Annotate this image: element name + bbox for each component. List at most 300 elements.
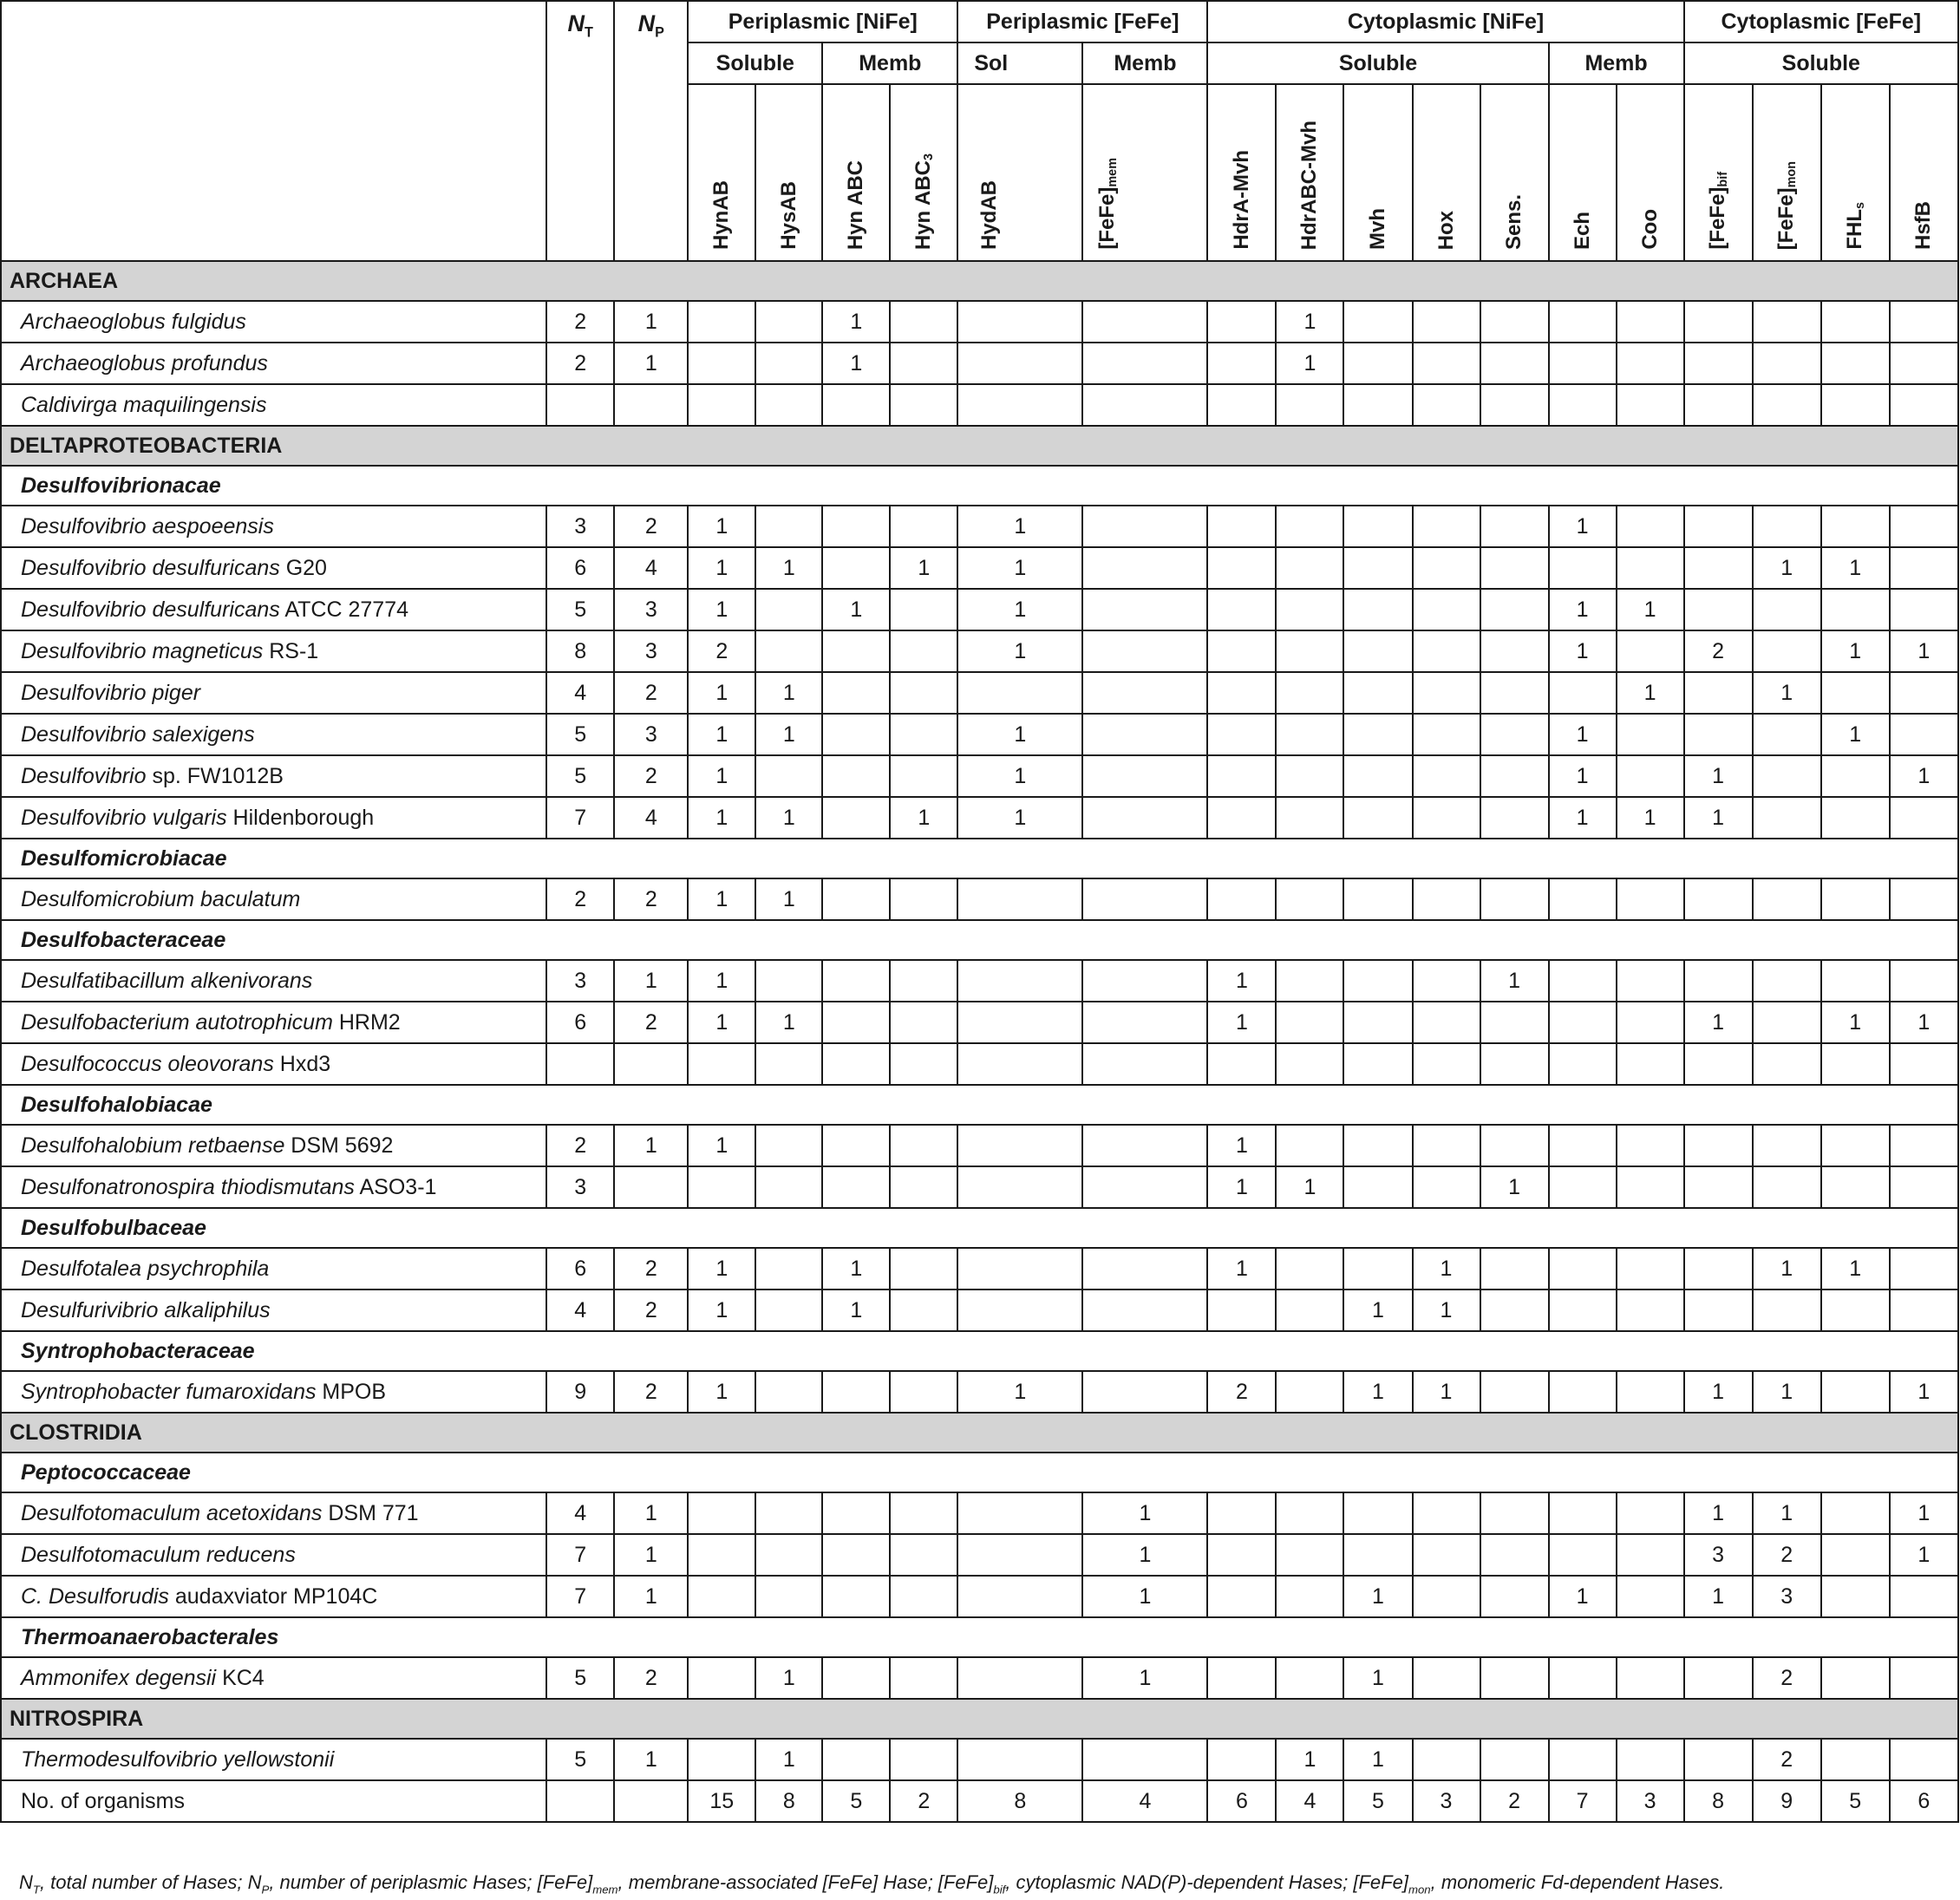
species-name: Syntrophobacter fumaroxidans <box>21 1379 317 1404</box>
table-cell <box>1480 384 1549 426</box>
table-row <box>1 755 1958 797</box>
table-cell <box>1276 1248 1343 1290</box>
table-cell: 1 <box>688 1371 755 1413</box>
table-cell <box>755 1166 822 1208</box>
table-cell: 1 <box>1617 589 1684 630</box>
totals-cell: 5 <box>822 1780 890 1822</box>
table-cell <box>890 755 957 797</box>
table-cell <box>1343 1492 1412 1534</box>
table-cell <box>755 301 822 343</box>
table-cell <box>1617 1739 1684 1780</box>
table-cell <box>1343 1125 1412 1166</box>
table-cell <box>1207 630 1276 672</box>
table-cell <box>1821 1657 1890 1699</box>
col-fefe-bif <box>1684 84 1753 261</box>
table-cell <box>1207 1290 1276 1331</box>
table-cell <box>1276 589 1343 630</box>
table-cell: 3 <box>614 714 688 755</box>
table-cell <box>1276 1002 1343 1043</box>
table-cell <box>688 1492 755 1534</box>
footnote-n: N <box>19 1871 33 1893</box>
table-cell <box>1890 547 1958 589</box>
table-cell <box>1617 714 1684 755</box>
table-cell <box>1684 960 1753 1002</box>
table-cell: 5 <box>546 1657 614 1699</box>
table-cell <box>957 1002 1082 1043</box>
table-cell <box>1343 589 1412 630</box>
table-cell <box>1890 1166 1958 1208</box>
strain-name: Hildenborough <box>226 805 375 830</box>
footnote-text-2: , number of periplasmic Hases; [FeFe] <box>269 1871 593 1893</box>
species-name: Desulfovibrio desulfuricans <box>21 555 280 580</box>
table-cell <box>1617 1534 1684 1576</box>
table-cell <box>1753 384 1821 426</box>
table-cell <box>822 384 890 426</box>
table-cell <box>1082 343 1207 384</box>
table-row <box>1 1576 1958 1617</box>
table-cell <box>1082 1043 1207 1085</box>
table-cell <box>1276 1492 1343 1534</box>
table-cell <box>1480 755 1549 797</box>
table-cell <box>1617 878 1684 920</box>
table-cell <box>890 1043 957 1085</box>
totals-cell: 5 <box>1821 1780 1890 1822</box>
table-row <box>1 1534 1958 1576</box>
footnote-n-sub: T <box>32 1883 40 1897</box>
totals-cell: 7 <box>1549 1780 1617 1822</box>
col-hynabc3-sub: 3 <box>922 153 937 160</box>
table-cell <box>1082 630 1207 672</box>
totals-cell: 4 <box>1082 1780 1207 1822</box>
table-cell <box>1890 1576 1958 1617</box>
table-cell <box>957 1290 1082 1331</box>
strain-name: ASO3-1 <box>354 1174 437 1199</box>
col-fhls-text: FHL <box>1843 209 1867 250</box>
strain-name: MPOB <box>316 1379 387 1404</box>
table-cell <box>1480 630 1549 672</box>
table-cell <box>1276 714 1343 755</box>
col-fefe-mon-text: [FeFe] <box>1774 187 1799 250</box>
species-name: Desulfonatronospira thiodismutans <box>21 1174 355 1199</box>
table-cell <box>1549 1492 1617 1534</box>
table-cell <box>1890 1657 1958 1699</box>
table-cell: 2 <box>546 301 614 343</box>
table-cell <box>1821 672 1890 714</box>
table-cell <box>1684 547 1753 589</box>
table-cell <box>1617 630 1684 672</box>
table-row <box>1 343 1958 384</box>
table-cell: 1 <box>957 755 1082 797</box>
species-name: Caldivirga maquilingensis <box>21 392 267 417</box>
footnote-text-4: , cytoplasmic NAD(P)-dependent Hases; [FeFe] <box>1005 1871 1408 1893</box>
col-hynab-label: HynAB <box>709 180 734 250</box>
table-cell <box>1617 1576 1684 1617</box>
col-hdra-mvh <box>1207 84 1276 261</box>
table-cell <box>1480 1290 1549 1331</box>
table-cell <box>1753 301 1821 343</box>
species-name: Desulfotalea psychrophila <box>21 1256 270 1281</box>
table-cell <box>1617 1043 1684 1085</box>
table-cell <box>1753 589 1821 630</box>
table-cell: 1 <box>1890 1002 1958 1043</box>
organism-name <box>1 589 546 630</box>
table-cell <box>822 1043 890 1085</box>
table-cell: 3 <box>546 960 614 1002</box>
table-cell <box>1276 1290 1343 1331</box>
table-cell <box>1276 1657 1343 1699</box>
totals-cell: 9 <box>1753 1780 1821 1822</box>
table-cell <box>1617 1125 1684 1166</box>
table-cell <box>755 506 822 547</box>
table-cell <box>1684 506 1753 547</box>
table-cell <box>1753 960 1821 1002</box>
col-mvh-label: Mvh <box>1365 208 1389 250</box>
family-label: Desulfohalobiacae <box>1 1085 1958 1125</box>
strain-name: DSM 771 <box>322 1500 419 1525</box>
header-sub-periplasmic-nife-soluble: Soluble <box>688 42 822 84</box>
table-cell <box>957 1166 1082 1208</box>
table-cell: 1 <box>614 1534 688 1576</box>
header-group-cytoplasmic-nife: Cytoplasmic [NiFe] <box>1207 1 1683 42</box>
organism-name <box>1 878 546 920</box>
table-cell <box>755 960 822 1002</box>
table-cell <box>1890 714 1958 755</box>
table-cell <box>1549 384 1617 426</box>
table-cell <box>957 1576 1082 1617</box>
table-cell: 1 <box>957 714 1082 755</box>
col-fefe-mem-label <box>1095 158 1120 250</box>
table-cell <box>1480 506 1549 547</box>
table-cell <box>1684 1657 1753 1699</box>
table-cell: 3 <box>546 506 614 547</box>
table-cell <box>1343 1248 1412 1290</box>
organism-name <box>1 630 546 672</box>
table-cell <box>1890 1125 1958 1166</box>
table-cell: 1 <box>1276 1739 1343 1780</box>
col-fefe-mon-label <box>1774 161 1799 250</box>
family-header-row <box>1 1085 1958 1125</box>
table-row <box>1 506 1958 547</box>
table-cell: 1 <box>1549 797 1617 839</box>
table-cell: 1 <box>614 1576 688 1617</box>
table-cell <box>1082 384 1207 426</box>
table-cell <box>1480 589 1549 630</box>
table-cell <box>1617 755 1684 797</box>
table-cell: 1 <box>688 714 755 755</box>
table-cell <box>957 878 1082 920</box>
table-cell <box>1276 1534 1343 1576</box>
table-cell: 1 <box>1753 1248 1821 1290</box>
table-cell <box>1343 878 1412 920</box>
table-cell <box>1821 1492 1890 1534</box>
table-cell <box>755 1576 822 1617</box>
table-cell <box>890 1576 957 1617</box>
table-cell: 2 <box>1753 1657 1821 1699</box>
species-name: Desulfovibrio <box>21 763 147 788</box>
organism-name <box>1 1492 546 1534</box>
table-cell <box>1207 797 1276 839</box>
table-cell <box>1549 1371 1617 1413</box>
col-sens <box>1480 84 1549 261</box>
strain-name: RS-1 <box>263 638 319 663</box>
organism-name <box>1 547 546 589</box>
table-cell: 1 <box>1343 1371 1412 1413</box>
organism-name <box>1 506 546 547</box>
table-cell: 6 <box>546 1248 614 1290</box>
table-cell <box>1413 630 1480 672</box>
table-cell <box>957 1248 1082 1290</box>
col-hysab-label: HysAB <box>776 181 800 250</box>
table-cell: 1 <box>822 589 890 630</box>
table-cell <box>1082 755 1207 797</box>
footnote-np-sub: P <box>261 1883 270 1897</box>
table-cell <box>1207 1492 1276 1534</box>
table-cell <box>1549 1290 1617 1331</box>
table-cell: 1 <box>1890 755 1958 797</box>
table-cell: 1 <box>957 797 1082 839</box>
table-cell <box>1684 714 1753 755</box>
table-cell: 2 <box>614 1248 688 1290</box>
col-hydab-label: HydAB <box>977 180 1002 250</box>
table-row <box>1 714 1958 755</box>
table-cell: 5 <box>546 1739 614 1780</box>
table-cell <box>688 343 755 384</box>
table-cell: 3 <box>1684 1534 1753 1576</box>
table-cell: 5 <box>546 714 614 755</box>
table-cell <box>1480 1657 1549 1699</box>
table-cell <box>822 630 890 672</box>
table-cell <box>755 343 822 384</box>
organism-name <box>1 1534 546 1576</box>
species-name: Desulfotomaculum reducens <box>21 1542 296 1567</box>
table-cell: 1 <box>1343 1657 1412 1699</box>
family-label: Desulfobacteraceae <box>1 920 1958 960</box>
table-cell <box>1821 1043 1890 1085</box>
organism-name <box>1 1657 546 1699</box>
species-name: Desulfobacterium autotrophicum <box>21 1009 333 1035</box>
footnote-text-3: , membrane-associated [FeFe] Hase; [FeFe] <box>617 1871 994 1893</box>
table-cell <box>1082 1371 1207 1413</box>
organism-name <box>1 1290 546 1331</box>
group-header-row <box>1 1413 1958 1453</box>
table-cell: 1 <box>1617 672 1684 714</box>
table-cell <box>1890 343 1958 384</box>
n-total-subscript: T <box>585 24 593 41</box>
group-label: DELTAPROTEOBACTERIA <box>1 426 1958 466</box>
col-ech-label: Ech <box>1570 211 1594 250</box>
organism-name <box>1 714 546 755</box>
table-cell <box>890 1492 957 1534</box>
table-cell <box>1276 630 1343 672</box>
header-corner <box>1 1 546 261</box>
table-cell <box>822 1492 890 1534</box>
table-cell <box>1343 1166 1412 1208</box>
table-cell <box>1082 672 1207 714</box>
col-fefe-mem-sub: mem <box>1106 158 1120 187</box>
footnote-mem-sub: mem <box>592 1883 618 1897</box>
table-cell <box>755 1371 822 1413</box>
table-cell <box>1413 506 1480 547</box>
table-cell <box>822 1002 890 1043</box>
table-cell <box>1413 1576 1480 1617</box>
table-cell: 1 <box>1890 1492 1958 1534</box>
totals-cell: 3 <box>1413 1780 1480 1822</box>
table-cell <box>1207 714 1276 755</box>
table-cell <box>890 714 957 755</box>
table-cell <box>1343 755 1412 797</box>
table-cell <box>1343 384 1412 426</box>
table-cell <box>688 1166 755 1208</box>
table-cell <box>1413 589 1480 630</box>
table-row <box>1 630 1958 672</box>
totals-cell <box>614 1780 688 1822</box>
table-cell <box>1821 1576 1890 1617</box>
table-cell <box>1617 1166 1684 1208</box>
table-cell <box>1207 547 1276 589</box>
table-cell: 1 <box>688 547 755 589</box>
table-cell <box>1413 1492 1480 1534</box>
table-cell <box>822 547 890 589</box>
totals-label: No. of organisms <box>1 1780 546 1822</box>
table-cell <box>1549 960 1617 1002</box>
table-cell <box>1753 506 1821 547</box>
table-cell <box>1617 506 1684 547</box>
table-cell: 1 <box>1549 1576 1617 1617</box>
table-cell <box>1480 1739 1549 1780</box>
table-cell: 2 <box>546 878 614 920</box>
col-hysab <box>755 84 822 261</box>
strain-name: HRM2 <box>332 1009 401 1035</box>
table-cell <box>755 630 822 672</box>
table-cell: 1 <box>755 1739 822 1780</box>
species-name: Desulfovibrio aespoeensis <box>21 513 274 539</box>
table-cell <box>1480 672 1549 714</box>
totals-cell: 2 <box>1480 1780 1549 1822</box>
table-cell <box>1207 301 1276 343</box>
footnote-mon-sub: mon <box>1408 1883 1431 1897</box>
table-cell: 1 <box>1343 1576 1412 1617</box>
table-cell <box>1276 1371 1343 1413</box>
table-cell <box>1753 1166 1821 1208</box>
table-cell: 1 <box>1480 960 1549 1002</box>
table-cell: 1 <box>1207 960 1276 1002</box>
strain-name: G20 <box>279 555 327 580</box>
table-cell <box>957 1739 1082 1780</box>
table-cell: 2 <box>614 755 688 797</box>
table-cell <box>1821 878 1890 920</box>
strain-name: Hxd3 <box>273 1051 331 1076</box>
table-cell <box>1549 672 1617 714</box>
table-cell <box>822 506 890 547</box>
table-cell <box>1413 1125 1480 1166</box>
table-cell: 1 <box>1753 1371 1821 1413</box>
table-cell: 1 <box>688 1002 755 1043</box>
table-cell <box>1082 797 1207 839</box>
table-cell <box>1082 589 1207 630</box>
table-cell <box>1684 878 1753 920</box>
table-cell: 1 <box>1753 547 1821 589</box>
header-group-periplasmic-fefe: Periplasmic [FeFe] <box>957 1 1207 42</box>
table-cell <box>755 1534 822 1576</box>
table-cell <box>1549 1166 1617 1208</box>
table-cell: 2 <box>546 343 614 384</box>
table-cell <box>1480 1043 1549 1085</box>
totals-cell: 6 <box>1207 1780 1276 1822</box>
table-cell <box>1082 1166 1207 1208</box>
table-cell <box>1207 672 1276 714</box>
table-cell: 1 <box>890 547 957 589</box>
table-cell <box>1753 714 1821 755</box>
table-cell: 1 <box>1413 1290 1480 1331</box>
col-ech <box>1549 84 1617 261</box>
totals-cell: 8 <box>755 1780 822 1822</box>
table-cell: 2 <box>1207 1371 1276 1413</box>
table-cell <box>1684 1248 1753 1290</box>
table-cell: 6 <box>546 547 614 589</box>
table-cell <box>1549 1043 1617 1085</box>
table-row <box>1 1371 1958 1413</box>
table-cell: 4 <box>614 797 688 839</box>
table-cell <box>688 1576 755 1617</box>
table-cell <box>1549 301 1617 343</box>
table-cell <box>1082 1290 1207 1331</box>
group-label: NITROSPIRA <box>1 1699 1958 1739</box>
table-cell: 1 <box>822 1248 890 1290</box>
totals-cell <box>546 1780 614 1822</box>
family-header-row <box>1 466 1958 506</box>
table-cell: 1 <box>957 589 1082 630</box>
table-cell <box>1821 384 1890 426</box>
group-header-row <box>1 426 1958 466</box>
table-cell: 1 <box>1753 672 1821 714</box>
table-cell: 1 <box>755 672 822 714</box>
table-cell <box>1684 1739 1753 1780</box>
col-hsfb <box>1890 84 1958 261</box>
table-cell <box>957 384 1082 426</box>
table-cell: 1 <box>1890 630 1958 672</box>
species-name: Desulfomicrobium baculatum <box>21 886 301 911</box>
table-cell: 9 <box>546 1371 614 1413</box>
table-cell <box>1821 1371 1890 1413</box>
organism-name <box>1 1248 546 1290</box>
table-cell: 3 <box>614 630 688 672</box>
table-cell <box>822 1166 890 1208</box>
table-row <box>1 1125 1958 1166</box>
table-cell: 2 <box>1684 630 1753 672</box>
table-cell <box>1821 589 1890 630</box>
table-cell: 1 <box>688 506 755 547</box>
table-cell <box>1821 1125 1890 1166</box>
table-cell: 1 <box>957 630 1082 672</box>
table-cell <box>1413 672 1480 714</box>
table-cell: 4 <box>546 1290 614 1331</box>
table-cell: 1 <box>1684 1371 1753 1413</box>
table-row <box>1 797 1958 839</box>
table-cell <box>1082 506 1207 547</box>
table-cell <box>1821 960 1890 1002</box>
table-cell <box>1549 878 1617 920</box>
table-cell <box>890 630 957 672</box>
table-cell <box>1890 589 1958 630</box>
table-cell <box>1082 1125 1207 1166</box>
table-cell <box>1890 878 1958 920</box>
table-cell: 1 <box>755 878 822 920</box>
species-name: Archaeoglobus profundus <box>21 350 268 375</box>
col-fhls-sub: s <box>1852 202 1867 210</box>
table-cell: 1 <box>1549 755 1617 797</box>
table-cell <box>1480 301 1549 343</box>
table-cell: 8 <box>546 630 614 672</box>
